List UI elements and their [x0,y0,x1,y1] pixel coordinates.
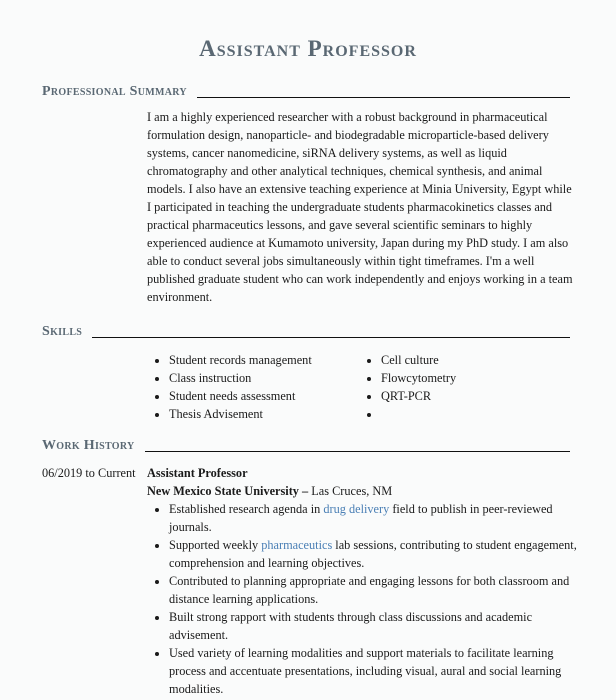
job-bullet [169,536,577,572]
job-dates: 06/2019 to Current [42,466,136,480]
job-title: Assistant Professor [147,466,248,480]
skill-item: • Thesis Advisement [169,405,359,423]
job-bullet: • Built strong rapport with students through class discussions and academic advisement. [169,608,577,644]
job-bullet: • Used variety of learning modalities and support materials to facilitate learning process and accentuate presentations, including visual, aural and social learning modalities. [169,644,577,698]
skill-item [381,405,456,423]
section-heading: Professional Summary [42,84,187,99]
skills-column-2 [359,351,456,423]
keyword-link-drug-delivery[interactable]: drug delivery [323,502,390,516]
job-bullet [169,500,577,536]
section-header-skills [42,324,570,340]
job-entry [42,464,577,698]
skills-column-1 [147,351,359,423]
employer-separator: – [298,484,312,498]
job-employer-line [147,482,577,500]
skill-item: • QRT-PCR [381,387,456,405]
skill-item: • Class instruction [169,369,359,387]
section-divider [92,337,570,338]
skill-item: • Flowcytometry [381,369,456,387]
section-divider [145,451,570,452]
employer-location: Las Cruces, NM [311,484,393,498]
section-header-summary [42,84,570,100]
bullet-text: field to publish in peer-reviewed journals. [169,502,553,534]
skill-item: • Cell culture [381,351,456,369]
job-bullets [147,500,577,698]
skill-item: • Student records management [169,351,359,369]
keyword-link-pharmaceutics[interactable]: pharmaceutics [261,538,333,552]
skills-list [147,351,577,423]
section-divider [197,97,570,98]
job-detail [147,464,577,698]
resume-title: Assistant Professor [199,36,417,61]
section-heading: Skills [42,324,83,339]
job-bullet: • Contributed to planning appropriate and engaging lessons for both classroom and distance learning applications. [169,572,577,608]
section-heading: Work History [42,438,135,453]
skill-item: • Student needs assessment [169,387,359,405]
bullet-text: Established research agenda in [169,502,324,516]
bullet-text: lab sessions, contributing to student engagement, comprehension and learning objectives. [169,538,577,570]
summary-text: I am a highly experienced researcher with a robust background in pharmaceutical formulation design, nanoparticle- and biodegradable microparticle-based delivery systems, cancer nanomedicine, siRNA delivery systems, as well as liquid chromatography and other analytical techniques, chemical synthesis, and animal models. I also have an extensive teaching experience at Minia University, Egypt while I participated in teaching the undergraduate students pharmacokinetics classes and practical pharmaceutics lessons, and gave several scientific seminars to highly experienced audience at Kumamoto university, Japan during my PhD study. I am also able to conduct several jobs simultaneously within tight timeframes. I'm a well published graduate student who can work independently and enjoys working in a team environment. [147,110,573,304]
bullet-text: Supported weekly [169,538,262,552]
section-header-work [42,438,570,454]
employer-name: New Mexico State University [147,484,299,498]
